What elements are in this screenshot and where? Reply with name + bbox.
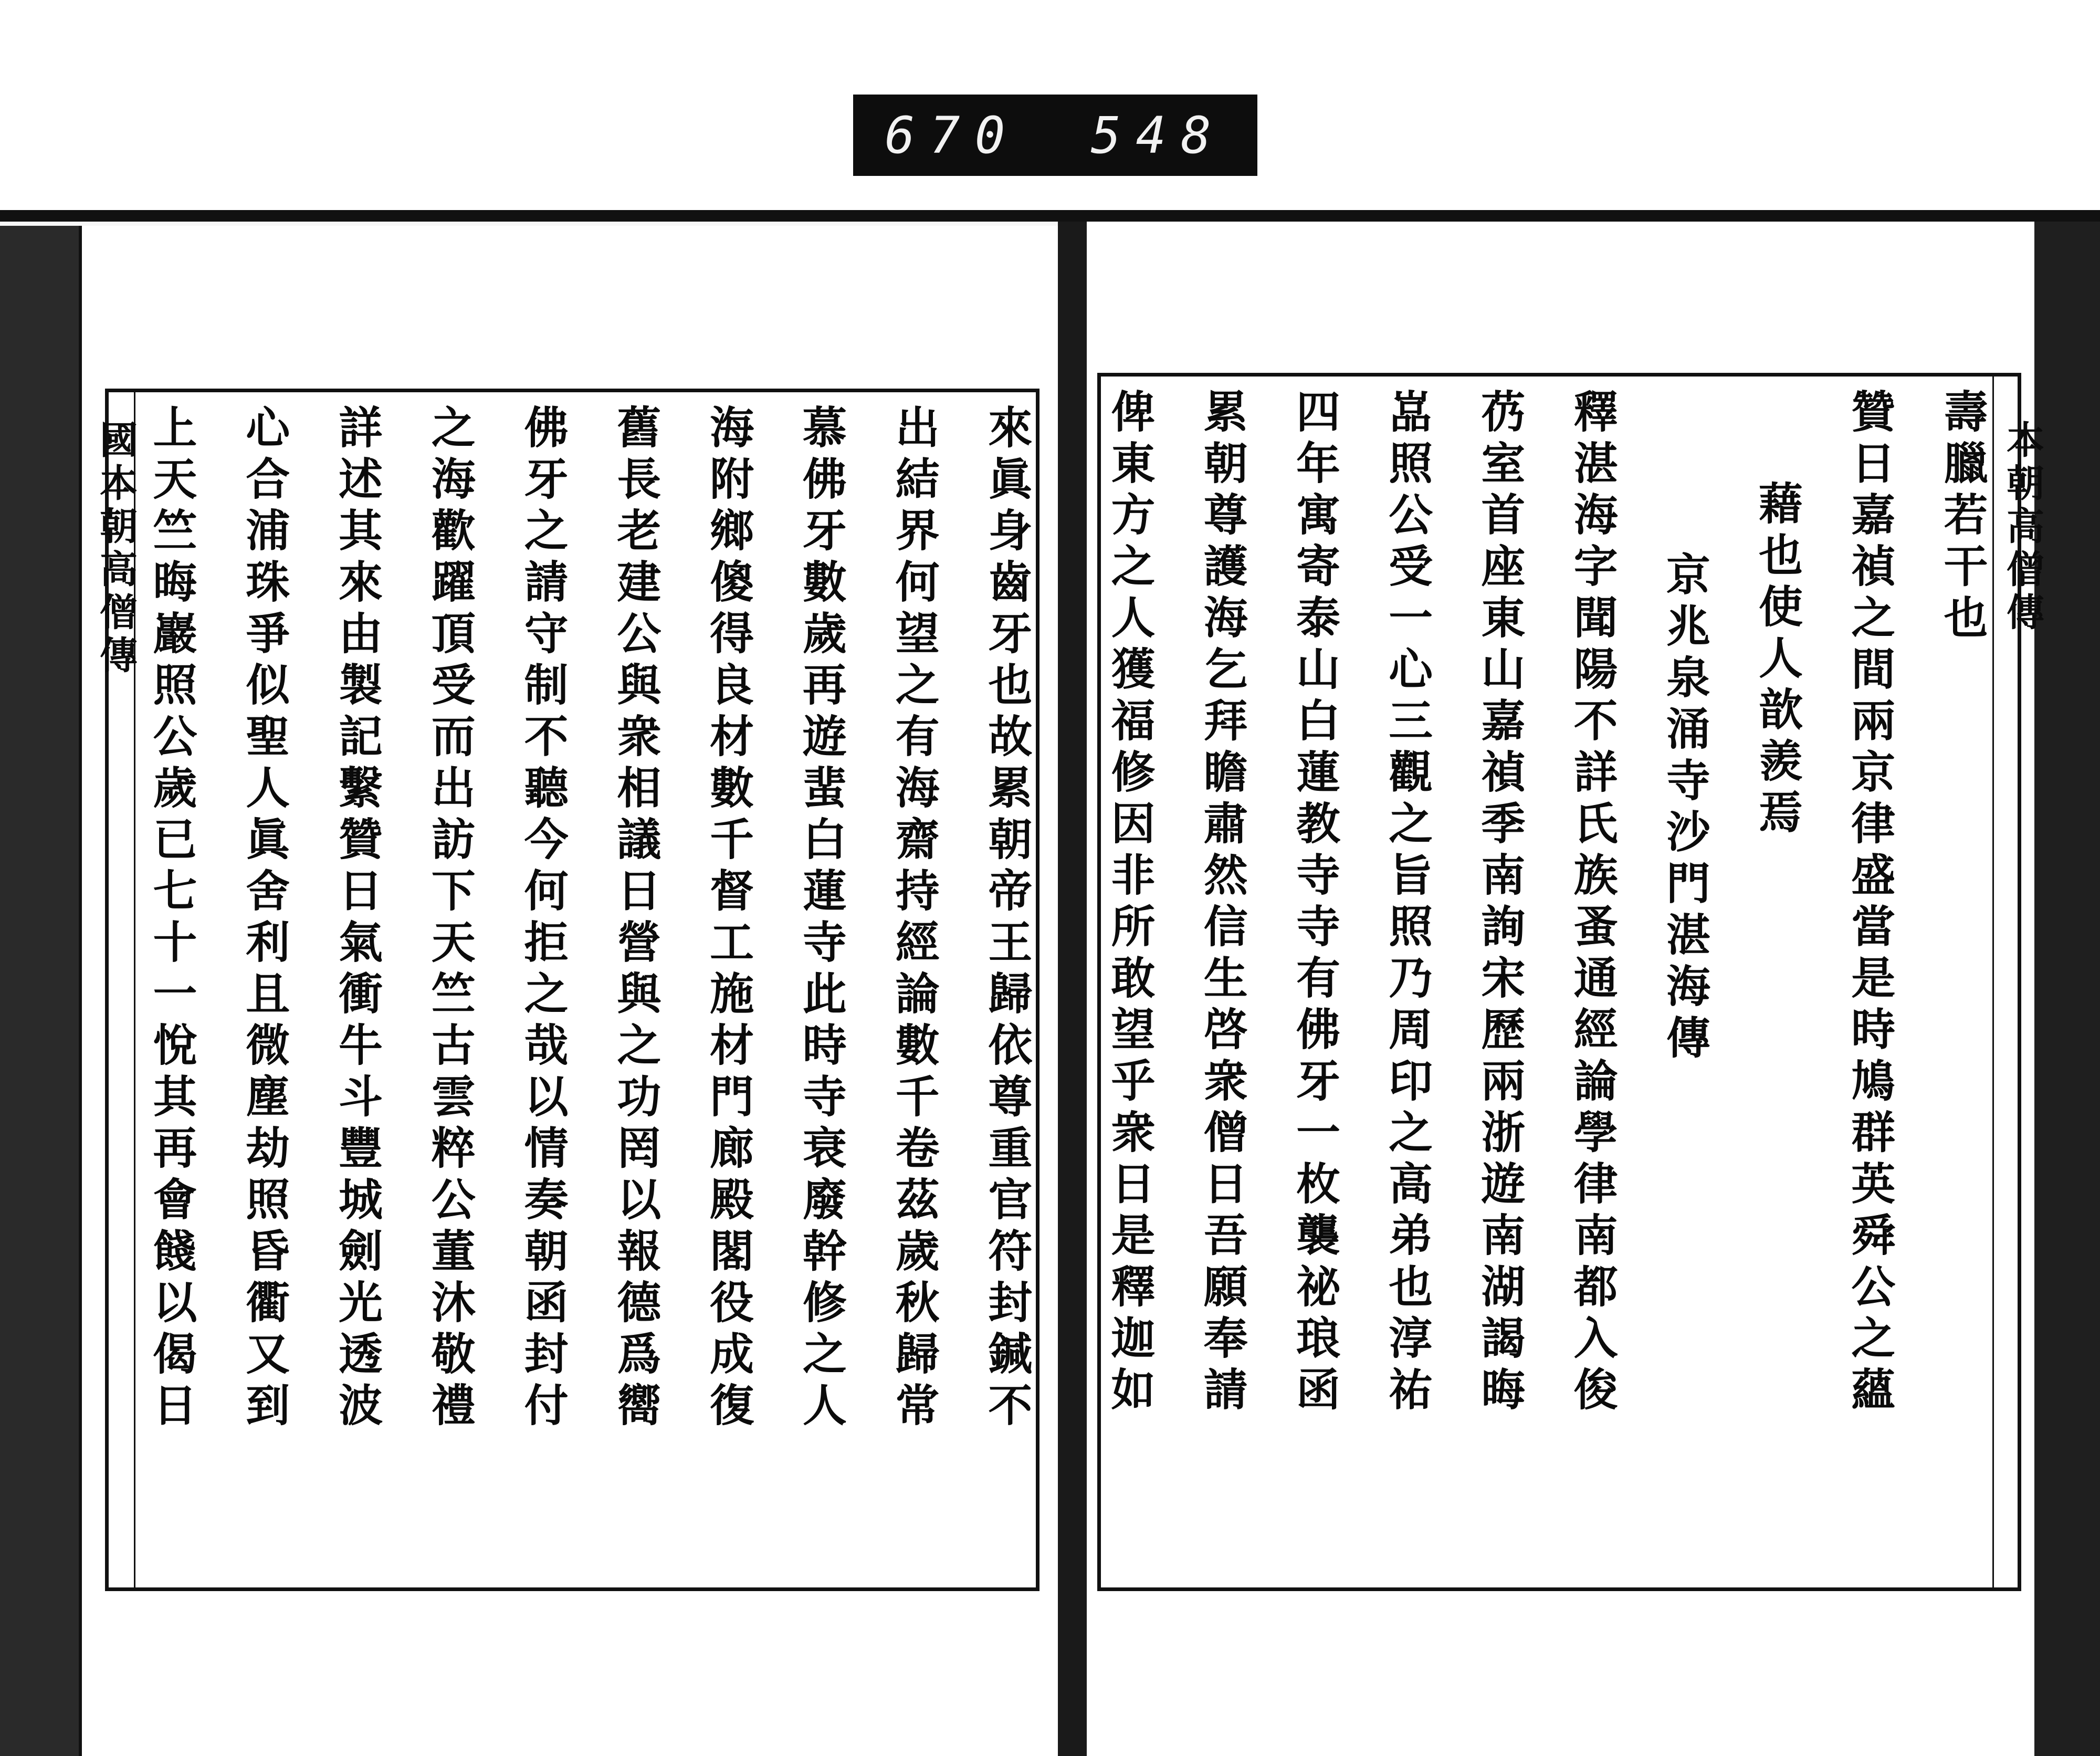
- text-column: 海附鄉傻得良材數千督工施材門廊殿閣役成復: [702, 404, 755, 1434]
- text-column: 芿室首座東山嘉禎季南詢宋歷兩浙遊南湖謁晦: [1474, 389, 1526, 1418]
- text-column: 藉也使人歆羨焉: [1751, 480, 1804, 841]
- text-column: 釋湛海字聞陽不詳氏族蚤通經論學律南都入俊: [1567, 389, 1619, 1418]
- text-column: 壽臘若干也: [1936, 389, 1989, 646]
- left-book-edge: [0, 226, 92, 1756]
- right-inner-rule: [1992, 373, 1994, 1591]
- left-text-block: [146, 404, 1033, 1581]
- text-column: 出結界何望之有海齋持經論數千卷茲歲秋歸常: [888, 404, 941, 1434]
- call-number-label: [853, 95, 1257, 176]
- call-number-left: 670: [885, 106, 1020, 165]
- right-margin-title: 本朝高僧傳: [2000, 420, 2045, 635]
- book-gutter: [1058, 210, 1087, 1756]
- text-column: 累朝尊護海乞拜瞻肅然信生啓衆僧日吾願奉請: [1196, 389, 1249, 1418]
- text-column: 嵓照公受一心三觀之旨照乃周印之高弟也淳祐: [1381, 389, 1434, 1418]
- left-margin-title: 國本朝高僧傳: [93, 420, 138, 678]
- right-text-block: [1104, 389, 1989, 1581]
- call-number-right: 548: [1090, 106, 1226, 165]
- text-column: 俾東方之人獲福修因非所敢望乎衆日是釋迦如: [1104, 389, 1156, 1418]
- text-column: 贊日嘉禎之間兩京律盛當是時鳩群英舜公之蘊: [1844, 389, 1896, 1418]
- text-column: 上天竺晦巖照公歲已七十一悅其再會餞以偈日: [146, 404, 198, 1434]
- text-column: 來眞身齒牙也故累朝帝王歸依尊重官符封鍼不: [981, 404, 1033, 1434]
- biography-title: 京兆泉涌寺沙門湛海傳: [1659, 551, 1712, 1066]
- top-page-edge: [0, 210, 2100, 222]
- text-column: 詳述其來由製記繫贊日氣衝牛斗豐城劍光透波: [331, 404, 384, 1434]
- text-column: 佛牙之請守制不聽今何拒之哉以情奏朝函封付: [517, 404, 570, 1434]
- text-column: 舊長老建公與衆相議日營與之功罔以報德爲嚮: [610, 404, 662, 1434]
- text-column: 心合浦珠爭似聖人眞舍利且微塵劫照昏衢又到: [238, 404, 291, 1434]
- text-column: 之海歡躍頂受而出訪下天竺古雲粹公董沐敬禮: [424, 404, 477, 1434]
- text-column: 慕佛牙數歲再遊蜚白蓮寺此時寺衰廢幹修之人: [795, 404, 848, 1434]
- text-column: 四年寓寄泰山白蓮教寺寺有佛牙一枚襲祕琅函: [1289, 389, 1341, 1418]
